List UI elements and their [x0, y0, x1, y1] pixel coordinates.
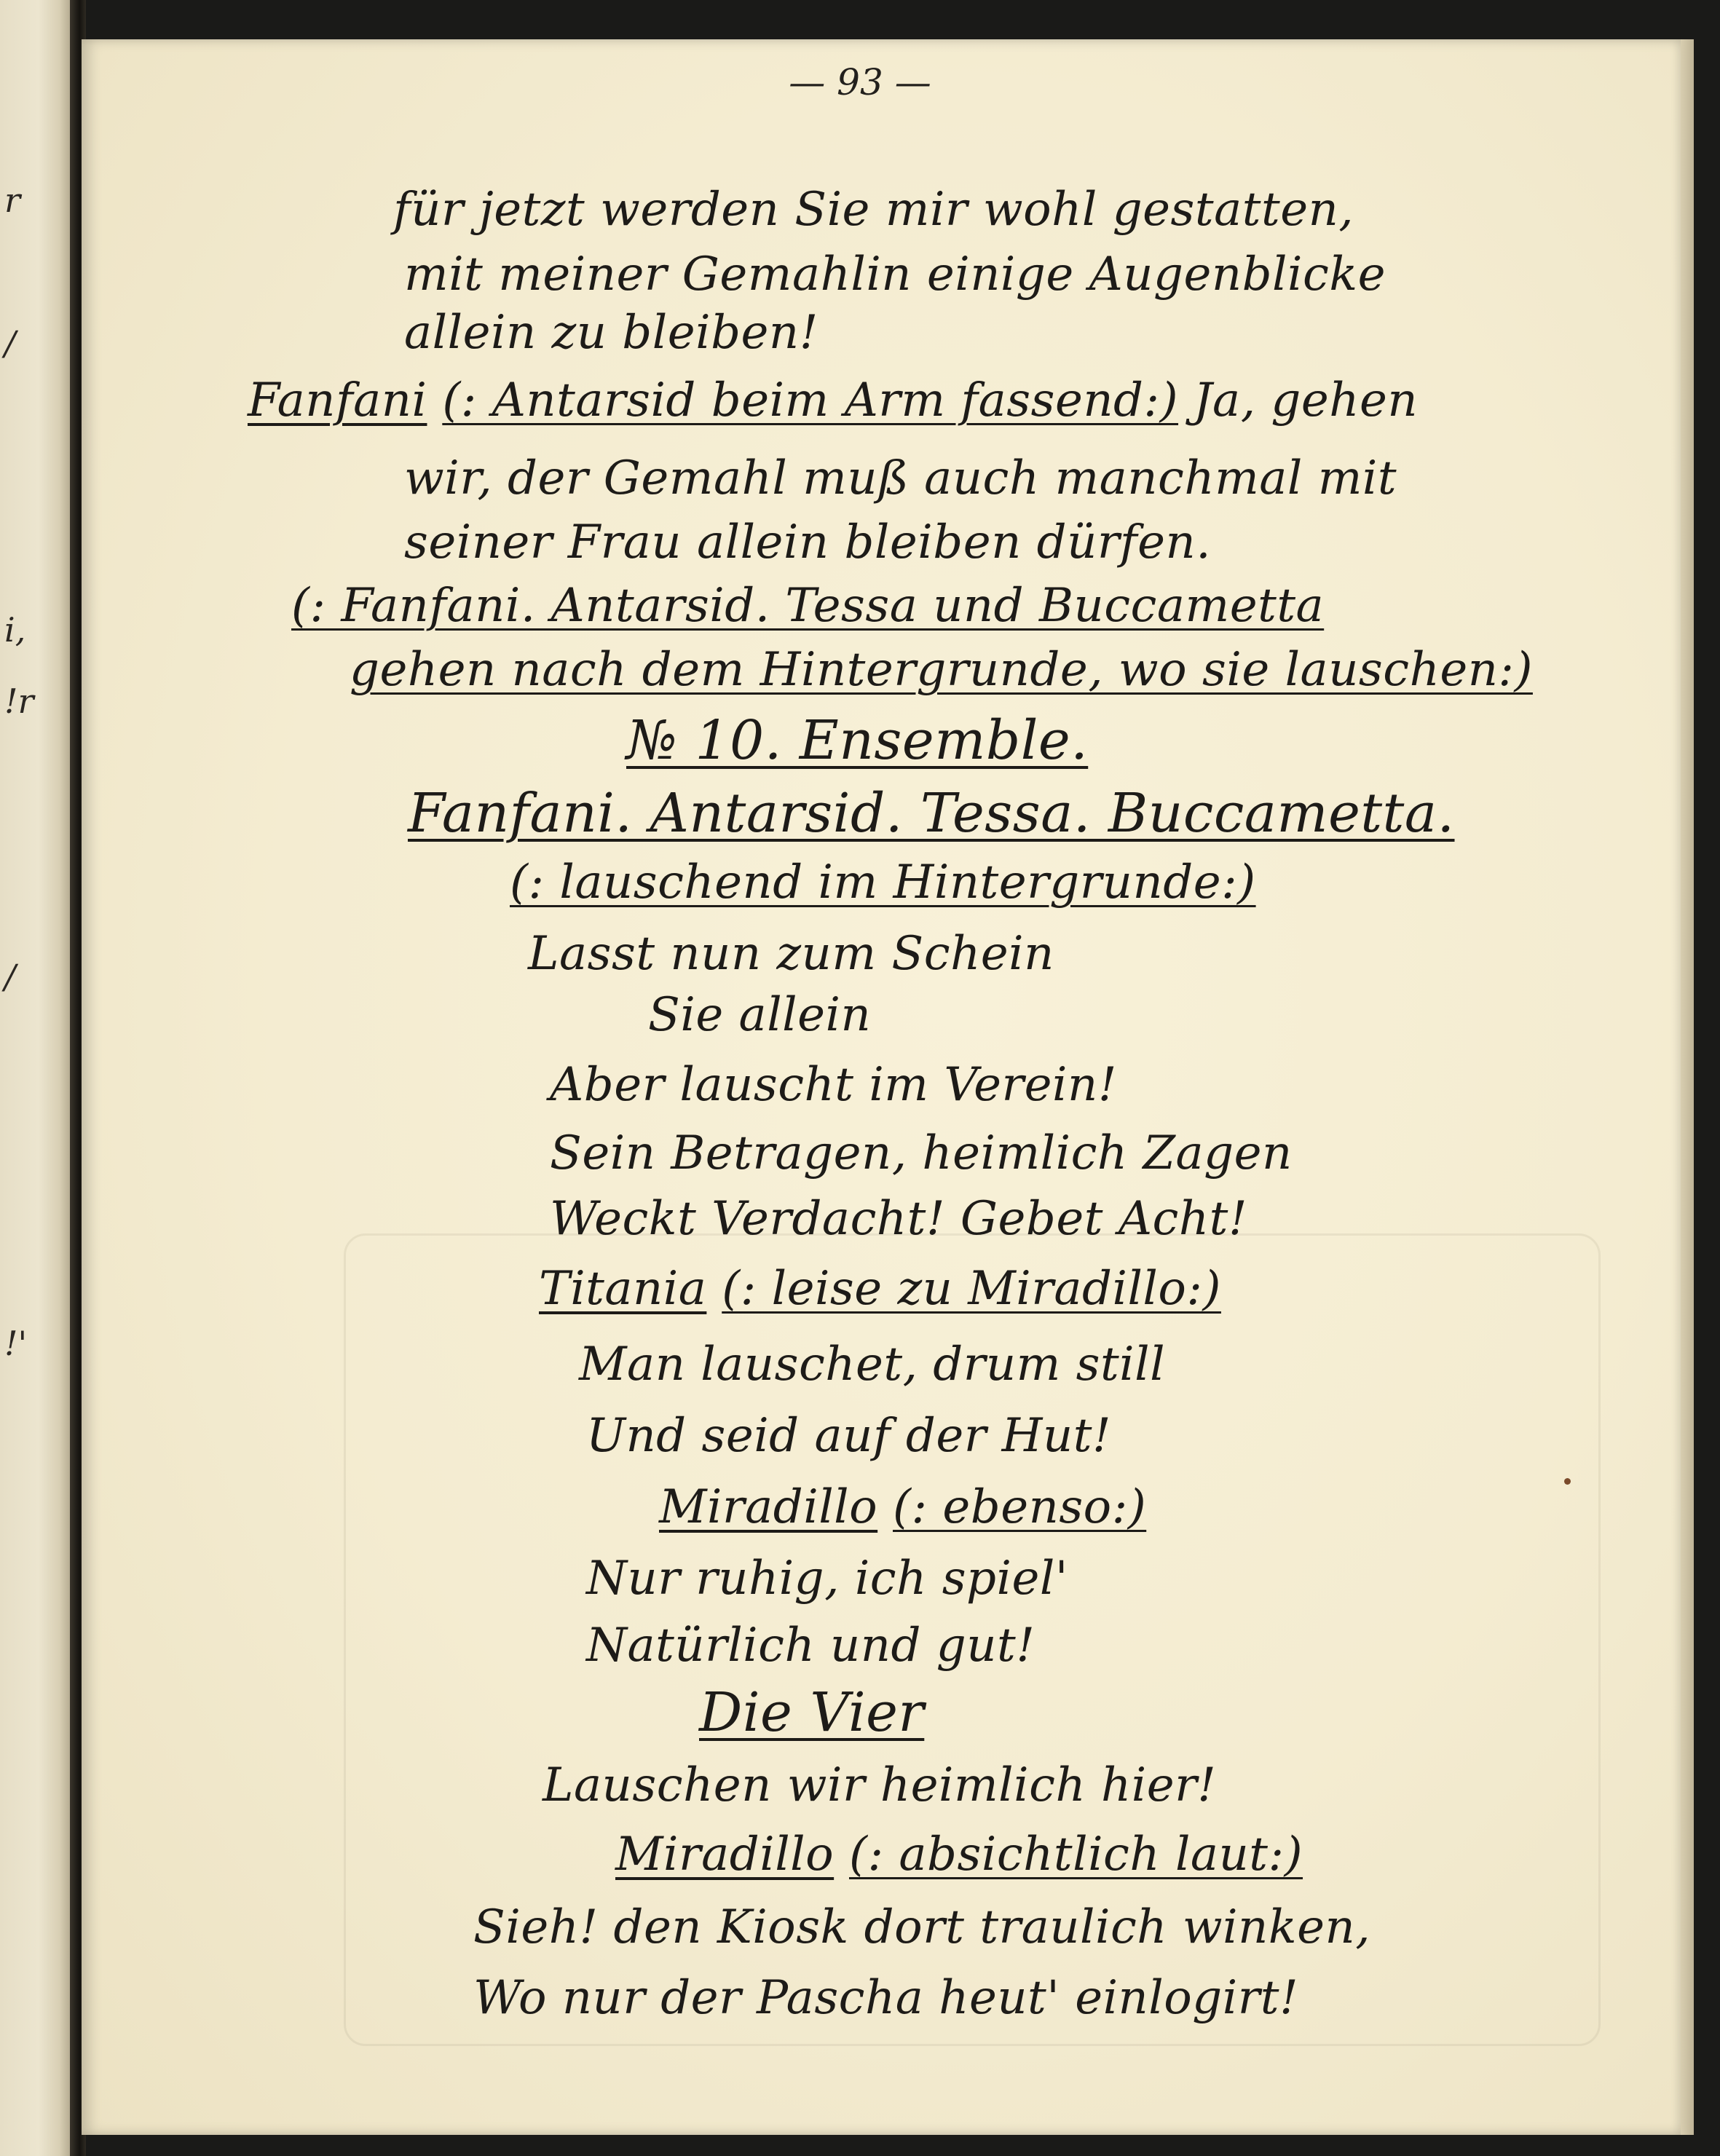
- stage-direction: gehen nach dem Hintergrunde, wo sie lauschen:): [350, 643, 1533, 697]
- left-fragment: /: [4, 957, 16, 996]
- line-text: Und seid auf der Hut!: [586, 1409, 1112, 1463]
- line-text: seiner Frau allein bleiben dürfen.: [404, 516, 1212, 569]
- manuscript-line: [404, 516, 1212, 569]
- verse-line: [528, 927, 1054, 981]
- left-fragment: i,: [4, 610, 26, 649]
- verse-line: [586, 1552, 1068, 1606]
- line-text: Lauschen wir heimlich hier!: [543, 1758, 1217, 1812]
- left-page-edge: [0, 0, 70, 2156]
- line-text: Aber lauscht im Verein!: [550, 1058, 1117, 1112]
- stage-direction: (: Antarsid beim Arm fassend:): [442, 374, 1179, 427]
- left-fragment: !': [4, 1324, 28, 1363]
- speaker-name: Miradillo: [659, 1480, 878, 1534]
- character-list-heading: [408, 782, 1455, 845]
- ink-spot: [1564, 1478, 1571, 1485]
- verse-line: [579, 1338, 1166, 1391]
- stage-direction-line: [510, 856, 1256, 909]
- stage-direction: (: ebenso:): [893, 1480, 1147, 1534]
- speaker-name: Fanfani: [248, 374, 427, 427]
- left-fragment: !r: [4, 682, 34, 721]
- line-text: Lasst nun zum Schein: [528, 927, 1054, 981]
- verse-line: [550, 1058, 1117, 1112]
- stage-direction: (: leise zu Miradillo:): [722, 1262, 1221, 1316]
- line-text: für jetzt werden Sie mir wohl gestatten,: [393, 183, 1354, 237]
- line-text: Wo nur der Pascha heut' einlogirt!: [473, 1971, 1299, 2025]
- line-text: Sein Betragen, heimlich Zagen: [550, 1126, 1293, 1180]
- manuscript-line: [404, 451, 1397, 505]
- speaker-name: Titania: [539, 1262, 707, 1316]
- verse-line: [586, 1619, 1035, 1673]
- section-heading: [699, 1681, 925, 1744]
- line-text: Man lauschet, drum still: [579, 1338, 1166, 1391]
- character-list: Fanfani. Antarsid. Tessa. Buccametta.: [408, 782, 1455, 845]
- section-heading: [626, 709, 1089, 772]
- line-text: Sie allein: [648, 988, 872, 1042]
- page-edge: [1681, 39, 1694, 2135]
- stage-direction: (: Fanfani. Antarsid. Tessa und Buccametta: [291, 579, 1325, 633]
- manuscript-line: [393, 183, 1354, 237]
- page-number: — 93 —: [789, 61, 931, 103]
- verse-line: [550, 1126, 1293, 1180]
- manuscript-line: [404, 248, 1386, 301]
- line-text: Nur ruhig, ich spiel': [586, 1552, 1068, 1606]
- left-fragment: /: [4, 323, 16, 363]
- stage-direction-line: [350, 643, 1533, 697]
- line-text: Weckt Verdacht! Gebet Acht!: [550, 1192, 1248, 1246]
- speech-line: [539, 1262, 1221, 1316]
- verse-line: [648, 988, 872, 1042]
- verse-line: [473, 1900, 1371, 1954]
- speech-line: [615, 1828, 1303, 1881]
- speaker-name: Miradillo: [615, 1828, 835, 1881]
- manuscript-line: [404, 306, 818, 360]
- line-text: Sieh! den Kiosk dort traulich winken,: [473, 1900, 1371, 1954]
- verse-line: [586, 1409, 1112, 1463]
- line-text: Ja, gehen: [1193, 374, 1419, 427]
- verse-line: [473, 1971, 1299, 2025]
- line-text: Natürlich und gut!: [586, 1619, 1035, 1673]
- speech-line: [248, 374, 1419, 427]
- stage-direction: (: lauschend im Hintergrunde:): [510, 856, 1256, 909]
- line-text: mit meiner Gemahlin einige Augenblicke: [404, 248, 1386, 301]
- verse-line: [543, 1758, 1217, 1812]
- line-text: allein zu bleiben!: [404, 306, 818, 360]
- stage-direction-line: [291, 579, 1325, 633]
- number-title: № 10. Ensemble.: [626, 709, 1089, 772]
- line-text: wir, der Gemahl muß auch manchmal mit: [404, 451, 1397, 505]
- speech-line: [659, 1480, 1147, 1534]
- verse-line: [550, 1192, 1248, 1246]
- stage-direction: (: absichtlich laut:): [849, 1828, 1303, 1881]
- ensemble-heading: Die Vier: [699, 1681, 925, 1744]
- left-fragment: r: [4, 181, 20, 220]
